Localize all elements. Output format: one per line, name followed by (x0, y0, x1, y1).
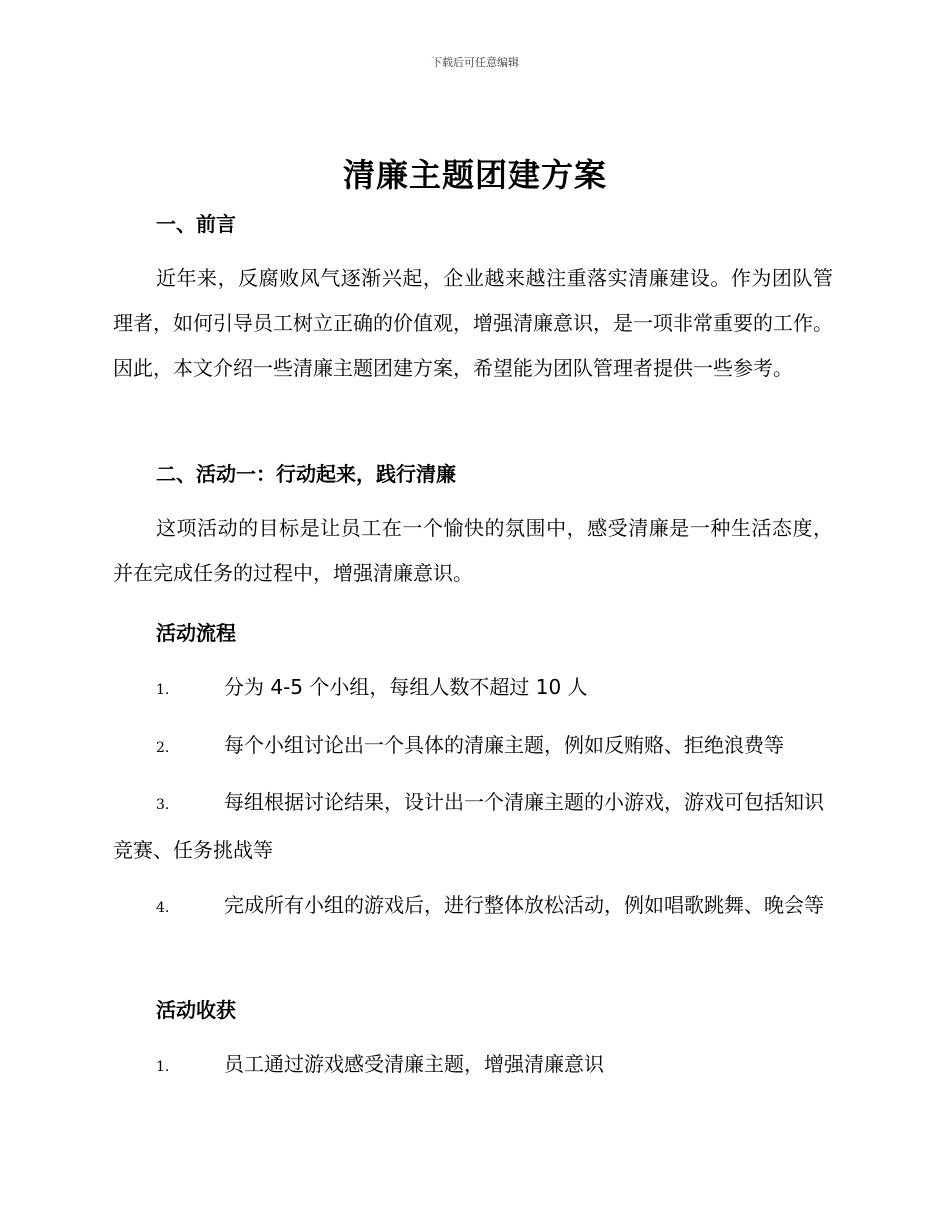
list-item-text: 员工通过游戏感受清廉主题，增强清廉意识 (224, 1052, 604, 1076)
section-heading-activity-one: 二、活动一：行动起来，践行清廉 (156, 462, 456, 486)
list-item-text: 每组根据讨论结果，设计出一个清廉主题的小游戏，游戏可包括知识竞赛、任务挑战等 (113, 790, 824, 862)
outcome-list-item (113, 1042, 833, 1090)
header-note: 下载后可任意编辑 (431, 56, 519, 69)
preface-paragraph: 近年来，反腐败风气逐渐兴起，企业越来越注重落实清廉建设。作为团队管理者，如何引导员工树立正确的价值观，增强清廉意识，是一项非常重要的工作。因此，本文介绍一些清廉主题团建方案，希望能为团队管理者提供一些参考。 (113, 266, 833, 380)
activity-one-paragraph: 这项活动的目标是让员工在一个愉快的氛围中，感受清廉是一种生活态度，并在完成任务的过程中，增强清廉意识。 (113, 516, 833, 585)
section-heading-preface: 一、前言 (156, 212, 236, 236)
list-item-text: 分为 4-5 个小组，每组人数不超过 10 人 (224, 675, 588, 699)
process-heading: 活动流程 (156, 621, 236, 645)
process-list-item (113, 780, 833, 873)
list-number: 1. (156, 1059, 170, 1075)
document-title: 清廉主题团建方案 (342, 156, 607, 194)
list-number: 1. (156, 682, 170, 698)
list-number: 3. (156, 797, 170, 813)
list-number: 2. (156, 740, 170, 756)
process-list-item (113, 665, 833, 713)
list-item-text: 完成所有小组的游戏后，进行整体放松活动，例如唱歌跳舞、晚会等 (224, 893, 824, 917)
list-item-text: 每个小组讨论出一个具体的清廉主题，例如反贿赂、拒绝浪费等 (224, 733, 784, 757)
outcome-heading: 活动收获 (156, 998, 236, 1022)
process-list-item (113, 883, 833, 931)
process-list-item (113, 723, 833, 771)
list-number: 4. (156, 900, 170, 916)
